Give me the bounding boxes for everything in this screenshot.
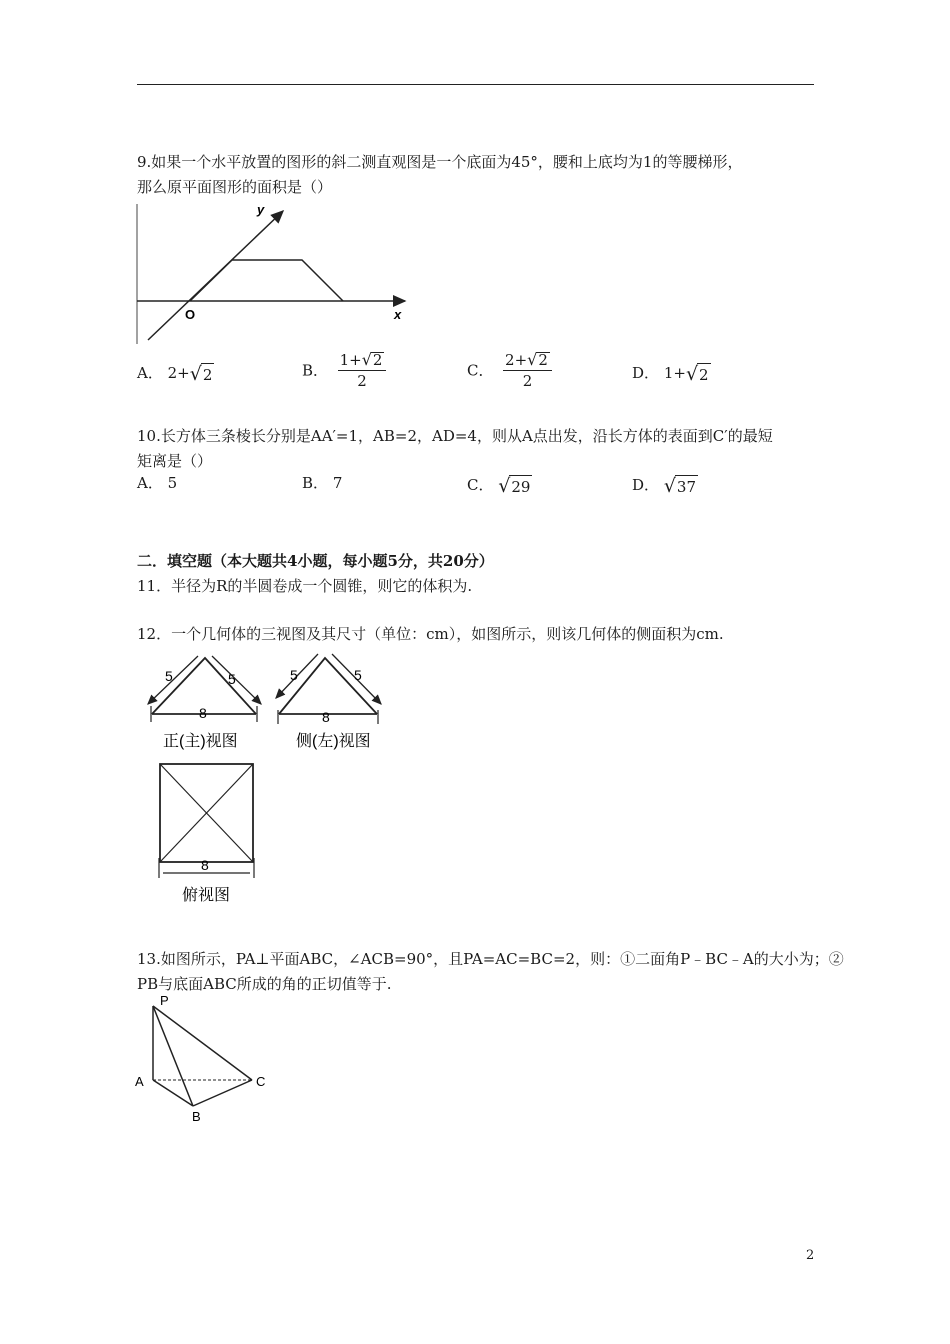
option-c-label: C． <box>467 361 494 380</box>
side-right-length: 5 <box>354 667 362 683</box>
q13-line2: PB与底面ABC所成的角的正切值等于. <box>137 975 392 993</box>
sqrt-expression: √37 <box>663 474 697 497</box>
vertex-a-label: A <box>135 1074 144 1089</box>
side-base-length: 8 <box>322 709 330 725</box>
side-caption: 侧(左)视图 <box>296 733 371 750</box>
option-a-prefix: 2+ <box>167 364 190 382</box>
option-d-label: D． <box>632 364 660 382</box>
q12-three-view-figure <box>135 648 395 910</box>
q9-line1: 9.如果一个水平放置的图形的斜二测直观图是一个底面为45°，腰和上底均为1的等腰梯形， <box>137 153 743 171</box>
q12-text: 12．一个几何体的三视图及其尺寸（单位：cm），如图所示，则该几何体的侧面积为cm. <box>137 625 724 643</box>
q9-option-a <box>137 362 214 386</box>
q10-option-c: C． √29 <box>467 474 531 497</box>
fraction: $\frac{2+√2}{2}$ <box>503 352 552 389</box>
q9-trapezoid-figure <box>135 200 415 346</box>
q9-line2: 那么原平面图形的面积是（） <box>137 178 333 196</box>
q10-option-b: B． 7 <box>302 474 343 492</box>
front-right-length: 5 <box>228 671 236 687</box>
sqrt-expression: √2 <box>189 362 213 385</box>
front-view <box>148 656 261 750</box>
q13-line1: 13.如图所示，PA⊥平面ABC，∠ACB=90°，且PA=AC=BC=2，则：①二面角P﹣BC﹣A的大小为；② <box>137 950 844 968</box>
q13-tetrahedron-figure <box>130 992 275 1127</box>
x-axis-label: x <box>394 307 402 322</box>
fraction: $\frac{1+√2}{2}$ <box>338 352 387 389</box>
top-base-length: 8 <box>201 857 209 873</box>
q9-option-d <box>632 362 711 386</box>
sqrt-expression: √2 <box>685 362 709 385</box>
q10-option-d: D． √37 <box>632 474 697 497</box>
front-base-length: 8 <box>199 705 207 721</box>
trapezoid <box>190 260 343 301</box>
sqrt-expression: √29 <box>498 474 531 497</box>
section-title: 二．填空题（本大题共4小题，每小题5分，共20分） <box>137 552 494 570</box>
top-caption: 俯视图 <box>182 887 231 904</box>
q10-line1: 10.长方体三条棱长分别是AA′=1，AB=2，AD=4，则从A点出发，沿长方体的表面到C′的最短 <box>137 427 773 445</box>
origin-label: O <box>185 307 196 322</box>
option-d-prefix: 1+ <box>663 364 686 382</box>
q9-option-b <box>302 352 386 389</box>
q9-option-c <box>467 352 552 389</box>
vertex-c-label: C <box>256 1074 266 1089</box>
q11-text: 11．半径为R的半圆卷成一个圆锥，则它的体积为. <box>137 577 473 595</box>
side-left-length: 5 <box>290 667 298 683</box>
front-caption: 正(主)视图 <box>163 733 238 750</box>
header-rule <box>137 84 814 85</box>
vertex-b-label: B <box>192 1109 201 1124</box>
top-view <box>159 764 254 904</box>
page-number: 2 <box>806 1248 815 1263</box>
q10-option-a: A． 5 <box>137 474 178 492</box>
y-axis-label: y <box>257 202 265 217</box>
side-view <box>276 654 381 750</box>
q10-line2: 矩离是（） <box>137 452 213 470</box>
front-left-length: 5 <box>165 668 173 684</box>
option-a-label: A． <box>137 364 163 382</box>
vertex-p-label: P <box>160 993 169 1008</box>
option-b-label: B． <box>302 361 329 380</box>
